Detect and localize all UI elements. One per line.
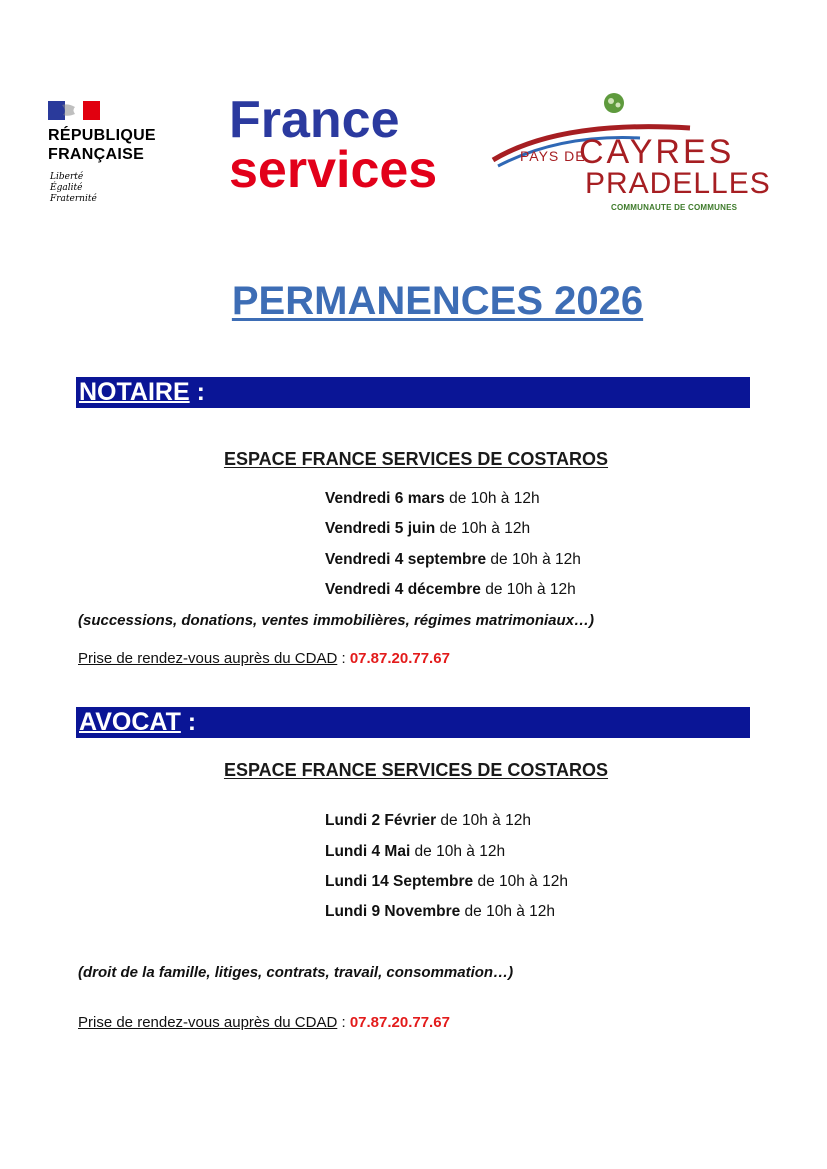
slot-day: Vendredi 4 septembre [325,551,487,568]
notaire-heading [79,377,205,408]
notaire-note: (successions, donations, ventes immobilières, régimes matrimoniaux…) [78,612,594,629]
slot-hours: de 10h à 12h [480,581,576,598]
rdv-phone[interactable]: 07.87.20.77.67 [349,1014,450,1031]
cc-pradelles: PRADELLES [585,167,771,200]
avocat-slot [325,903,555,921]
slot-day: Lundi 14 Septembre [325,873,474,890]
slot-hours: de 10h à 12h [444,490,540,507]
avocat-note: (droit de la famille, litiges, contrats, travail, consommation…) [78,964,514,981]
slot-hours: de 10h à 12h [486,551,581,568]
notaire-rdv [78,650,450,667]
rdv-phone[interactable]: 07.87.20.77.67 [349,650,450,667]
notaire-slot [325,520,530,538]
rf-motto-egalite: Égalité [50,183,83,193]
rdv-label: Prise de rendez-vous auprès du CDAD [78,650,338,667]
slot-hours: de 10h à 12h [473,873,568,890]
rdv-separator: : [337,1014,350,1031]
notaire-slot [325,581,576,599]
avocat-slot [325,812,531,830]
republique-francaise-flag-icon [48,101,100,120]
avocat-slot [325,873,568,891]
slot-day: Vendredi 4 décembre [325,581,481,598]
avocat-heading-colon: : [180,708,197,736]
avocat-heading-text: AVOCAT [79,708,181,736]
notaire-heading-colon: : [189,378,205,406]
slot-day: Lundi 2 Février [325,812,437,829]
notaire-heading-text: NOTAIRE [79,378,190,406]
fs-france: France [229,91,400,149]
slot-day: Vendredi 5 juin [325,520,436,537]
republique-francaise-wordmark [48,126,156,164]
rf-motto [50,172,97,205]
avocat-slot [325,843,505,861]
slot-hours: de 10h à 12h [410,843,506,860]
avocat-place: ESPACE FRANCE SERVICES DE COSTAROS [223,760,609,780]
page-title: PERMANENCES 2026 [231,279,644,323]
slot-day: Lundi 4 Mai [325,843,411,860]
fs-services: services [229,141,438,199]
rf-motto-fraternite: Fraternité [50,194,97,204]
slot-day: Vendredi 6 mars [325,490,445,507]
avocat-rdv [78,1014,450,1031]
cc-cayres: CAYRES [579,133,735,171]
rf-line2: FRANÇAISE [48,146,145,163]
notaire-slot [325,490,540,508]
slot-day: Lundi 9 Novembre [325,903,461,920]
rf-motto-liberte: Liberté [50,172,84,182]
rdv-label: Prise de rendez-vous auprès du CDAD [78,1014,338,1031]
rf-line1: RÉPUBLIQUE [48,127,156,144]
rdv-separator: : [337,650,350,667]
cc-communaute: COMMUNAUTE DE COMMUNES [611,203,738,212]
notaire-place: ESPACE FRANCE SERVICES DE COSTAROS [223,449,609,469]
avocat-heading [79,707,196,738]
slot-hours: de 10h à 12h [435,520,531,537]
cc-pays-de: PAYS DE [520,148,586,164]
slot-hours: de 10h à 12h [436,812,531,829]
france-services-logo [229,91,438,199]
slot-hours: de 10h à 12h [460,903,556,920]
notaire-slot [325,551,581,569]
